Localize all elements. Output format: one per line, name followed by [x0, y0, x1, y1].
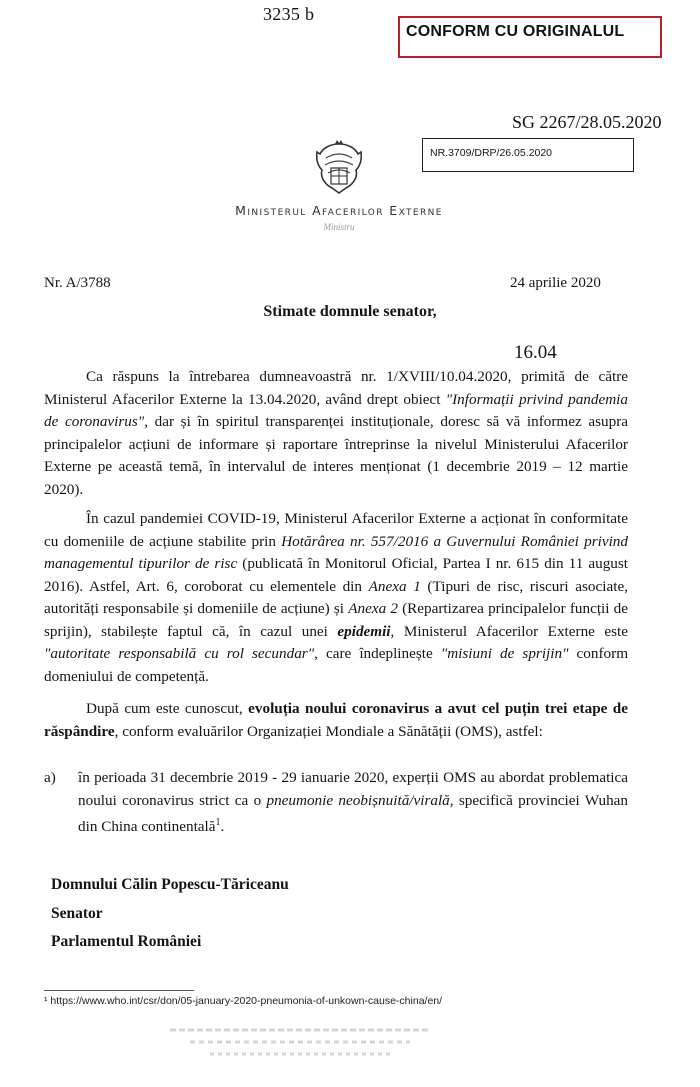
ministry-name: Ministerul Afacerilor Externe	[235, 203, 443, 218]
text-segment: epidemii	[337, 622, 391, 640]
list-item-text	[78, 767, 628, 839]
text-segment: Anexa 1	[368, 577, 421, 595]
paragraph-response	[44, 366, 628, 501]
text-segment: evoluția noului coronavirus a avut cel puțin trei etape de răspândire	[44, 700, 628, 740]
text-segment: , Ministerul Afacerilor Externe este	[390, 622, 629, 640]
document-reference-number: 3235 b	[263, 4, 315, 24]
letter-number: Nr. A/3788	[44, 275, 111, 291]
paragraph-text	[44, 700, 628, 740]
text-segment: pneumonie neobișnuită/virală	[266, 791, 450, 809]
handwritten-note: 16.04	[514, 342, 557, 363]
registry-number-box: NR.3709/DRP/26.05.2020	[422, 138, 634, 172]
text-segment: Ca răspuns la întrebarea dumneavoastră nr. 1/XVIII/10.04.2020, primită de către Ministerul Afacerilor Externe la 13.04.2020, având drept obiect	[44, 368, 628, 408]
footnote-divider	[44, 990, 194, 991]
paragraph-text	[44, 510, 628, 685]
paragraph-stages	[44, 698, 628, 743]
footnote-link[interactable]: ¹ https://www.who.int/csr/don/05-january-2020-pneumonia-of-unkown-cause-china/en/	[44, 995, 443, 1007]
text-segment: (publicată în Monitorul Oficial, Partea I nr. 615 din 11 august 2016). Astfel, Art. 6, coroborat cu elementele din	[44, 555, 629, 595]
conform-stamp: CONFORM CU ORIGINALUL	[398, 16, 662, 58]
text-segment: (Repartizarea principalelor funcții de sprijin), stabilește faptul că, în cazul unei	[44, 600, 628, 640]
text-segment: "misiuni de sprijin"	[440, 645, 569, 662]
list-item	[44, 767, 628, 839]
text-segment: , dar și în spiritul transparenței instituționale, doresc să vă informez asupra principalelor acțiuni de informare și raportare întreprinse la nivelul Ministerului Afacerilor Externe pe această temă, în intervalul de interes menționat (1 decembrie 2019 – 12 martie 2020).	[44, 413, 628, 498]
footer-address-blur	[150, 1020, 450, 1070]
text-segment: 1	[215, 817, 221, 828]
text-segment: .	[220, 818, 225, 836]
text-segment: conform domeniului de competență.	[44, 645, 629, 685]
recipient-institution: Parlamentul României	[51, 933, 202, 950]
text-segment: , care îndeplinește	[314, 645, 441, 662]
text-segment: "autoritate responsabilă cu rol secundar"	[44, 645, 315, 662]
text-segment: După cum este cunoscut,	[86, 700, 249, 717]
sg-registration-number: SG 2267/28.05.2020	[512, 112, 662, 132]
text-segment: în perioada 31 decembrie 2019 - 29 ianuarie 2020, experții OMS au abordat problematica noului coronavirus strict ca o	[78, 769, 628, 809]
text-segment: În cazul pandemiei COVID-19, Ministerul Afacerilor Externe a acționat în conformitate cu domeniile de acțiune stabilite prin	[44, 510, 628, 550]
recipient-name: Domnului Călin Popescu-Tăriceanu	[51, 876, 289, 893]
paragraph-text	[44, 368, 628, 498]
text-segment: Anexa 2	[348, 600, 398, 617]
ministry-subtitle: Ministru	[323, 222, 355, 232]
text-segment: (Tipuri de risc, riscuri asociate, autorități responsabile și domeniile de acțiune) și	[44, 577, 628, 617]
list-marker: a)	[44, 769, 56, 786]
letter-date: 24 aprilie 2020	[510, 275, 601, 291]
text-segment: Hotărârea nr. 557/2016 a Guvernului României privind managementul tipurilor de risc	[44, 532, 628, 572]
text-segment: , specifică provinciei Wuhan din China continentală	[78, 791, 628, 836]
salutation: Stimate domnule senator,	[263, 303, 437, 320]
recipient-title: Senator	[51, 905, 103, 922]
text-segment: "Informații privind pandemia de coronavirus"	[44, 390, 628, 430]
coat-of-arms-icon	[308, 140, 370, 196]
text-segment: , conform evaluărilor Organizației Mondiale a Sănătății (OMS), astfel:	[114, 722, 543, 740]
paragraph-legal-basis	[44, 508, 628, 688]
